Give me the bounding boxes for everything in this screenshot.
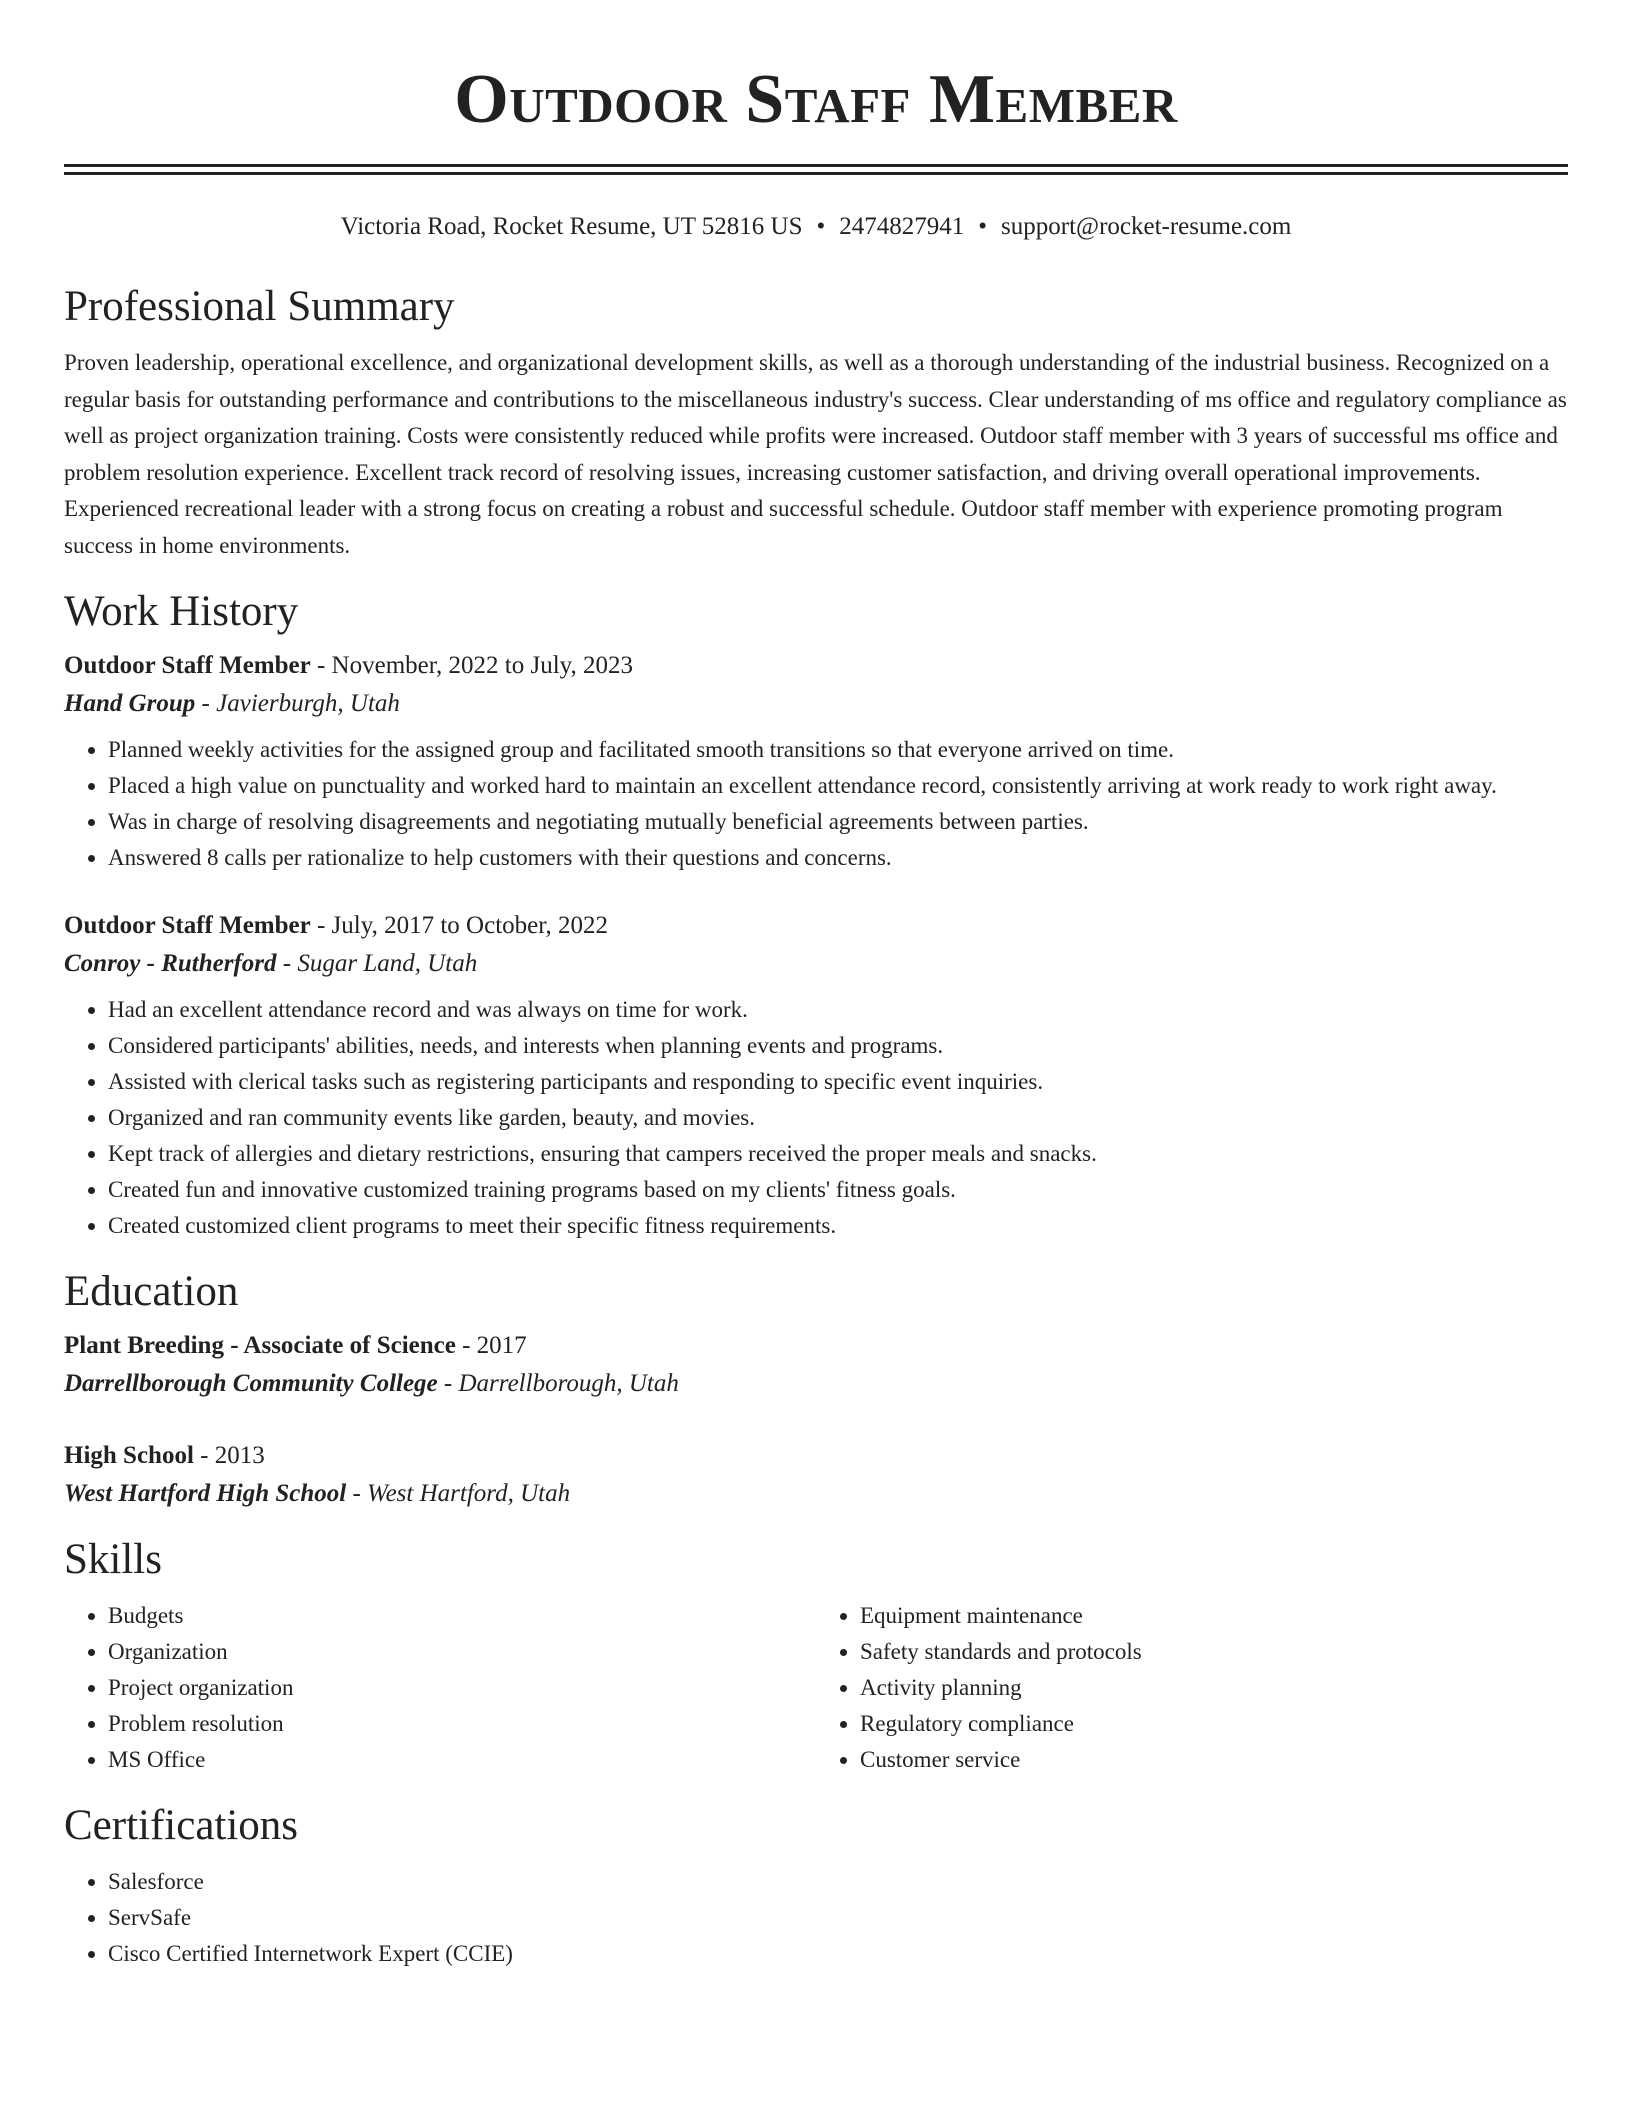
job-company: Hand Group [64,690,196,717]
skill-item: • Regulatory compliance [860,1706,1568,1742]
education-location: - West Hartford, Utah [346,1480,571,1507]
education-school-line [64,1474,1568,1514]
education-degree-line [64,1328,1568,1364]
job-entry [64,648,1568,876]
education-entry [64,1328,1568,1404]
job-bullet: • Answered 8 calls per rationalize to help customers with their questions and concerns. [108,840,1568,876]
job-bullet: • Was in charge of resolving disagreements and negotiating mutually beneficial agreements between parties. [108,804,1568,840]
section-title-education: Education [64,1268,239,1315]
job-role: Outdoor Staff Member [64,652,311,679]
header-double-rule [64,164,1568,175]
job-bullet: • Created fun and innovative customized training programs based on my clients' fitness goals. [108,1172,1568,1208]
job-bullet: • Assisted with clerical tasks such as registering participants and responding to specific event inquiries. [108,1064,1568,1100]
job-bullet: • Considered participants' abilities, needs, and interests when planning events and programs. [108,1028,1568,1064]
skills-columns [64,1598,1568,1778]
job-title-line [64,648,1568,684]
job-bullet: • Kept track of allergies and dietary restrictions, ensuring that campers received the proper meals and snacks. [108,1136,1568,1172]
certification-item: • Cisco Certified Internetwork Expert (CCIE) [108,1936,1568,1972]
job-role: Outdoor Staff Member [64,912,311,939]
job-company-line [64,684,1568,724]
job-bullet: • Planned weekly activities for the assigned group and facilitated smooth transitions so that everyone arrived on time. [108,732,1568,768]
education-location: - Darrellborough, Utah [437,1370,679,1397]
section-title-certifications: Certifications [64,1802,299,1849]
contact-address: Victoria Road, Rocket Resume, UT 52816 US [340,213,803,240]
job-bullet: • Placed a high value on punctuality and worked hard to maintain an excellent attendance record, consistently arriving at work ready to work right away. [108,768,1568,804]
resume-name: Outdoor Staff Member [454,61,1178,138]
job-bullet: • Organized and ran community events like garden, beauty, and movies. [108,1100,1568,1136]
job-location: - Javierburgh, Utah [195,690,400,717]
certification-item: • ServSafe [108,1900,1568,1936]
job-company: Conroy - Rutherford [64,950,277,977]
job-title-line [64,908,1568,944]
education-entry [64,1438,1568,1514]
education-school-line [64,1364,1568,1404]
section-title-skills: Skills [64,1536,162,1583]
section-title-work-history: Work History [64,588,299,635]
skills-list-right [816,1598,1568,1778]
certification-item: • Salesforce [108,1864,1568,1900]
skill-item: • Safety standards and protocols [860,1634,1568,1670]
skills-list-left [64,1598,816,1778]
contact-email: support@rocket-resume.com [1001,213,1292,240]
contact-separator: • [978,213,988,240]
contact-line [64,209,1568,245]
job-bullet: • Created customized client programs to meet their specific fitness requirements. [108,1208,1568,1244]
skill-item: • Project organization [108,1670,816,1706]
education-year: - 2013 [193,1442,265,1469]
summary-text: Proven leadership, operational excellence, and organizational development skills, as well as a thorough understanding of the industrial business. Recognized on a regular basis for outstanding performance and contributions to the miscellaneous industry's success. Clear understanding of ms office and regulatory compliance as well as project organization training. Costs were consistently reduced while profits were increased. Outdoor staff member with 3 years of successful ms office and problem resolution experience. Excellent track record of resolving issues, increasing customer satisfaction, and driving overall operational improvements. Experienced recreational leader with a strong focus on creating a robust and successful schedule. Outdoor staff member with experience promoting program success in home environments. [64,350,1567,558]
education-school: West Hartford High School [64,1480,347,1507]
skill-item: • MS Office [108,1742,816,1778]
education-school: Darrellborough Community College [64,1370,438,1397]
job-location: - Sugar Land, Utah [276,950,478,977]
job-bullets [64,732,1568,876]
job-dates: - July, 2017 to October, 2022 [310,912,609,939]
education-year: - 2017 [455,1332,527,1359]
skill-item: • Budgets [108,1598,816,1634]
skill-item: • Activity planning [860,1670,1568,1706]
skill-item: • Equipment maintenance [860,1598,1568,1634]
certifications-list [64,1864,1568,1972]
education-degree-line [64,1438,1568,1474]
job-entry [64,908,1568,1244]
contact-separator: • [816,213,826,240]
job-bullets [64,992,1568,1244]
education-degree: High School [64,1442,194,1469]
skill-item: • Customer service [860,1742,1568,1778]
skill-item: • Organization [108,1634,816,1670]
education-degree: Plant Breeding - Associate of Science [64,1332,456,1359]
job-bullet: • Had an excellent attendance record and was always on time for work. [108,992,1568,1028]
job-company-line [64,944,1568,984]
skill-item: • Problem resolution [108,1706,816,1742]
job-dates: - November, 2022 to July, 2023 [310,652,634,679]
contact-phone: 2474827941 [839,213,965,240]
section-title-summary: Professional Summary [64,283,455,330]
